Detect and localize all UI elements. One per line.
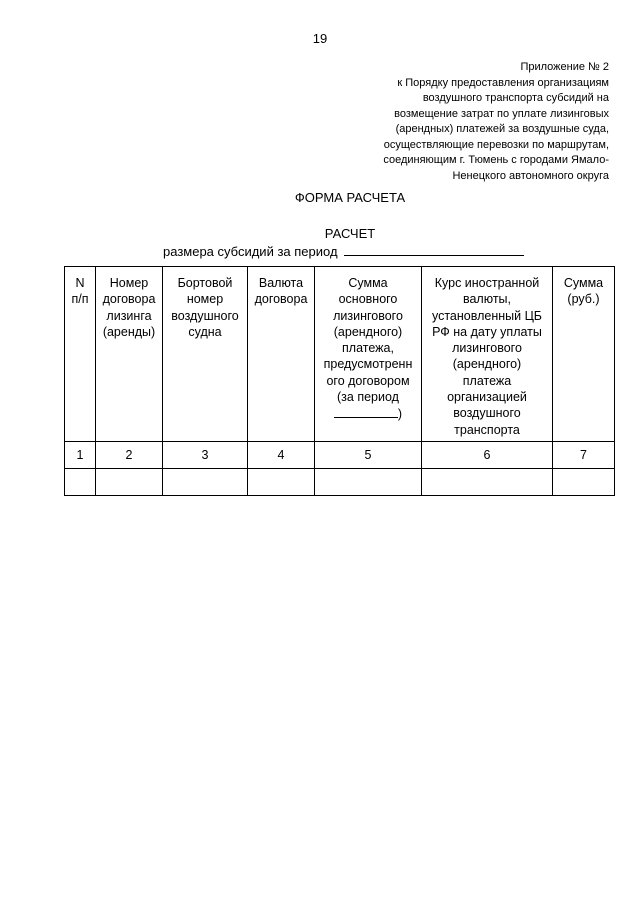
empty-data-cell[interactable] (65, 468, 96, 495)
header-cell-payment-amount: Сумма основного лизингового (арендного) платежа, предусмотренн ого договором (за период ) (315, 267, 422, 442)
empty-data-row (65, 468, 615, 495)
column-number-cell: 3 (163, 441, 248, 468)
column-number-row (65, 441, 615, 468)
period-blank-line (334, 405, 398, 418)
column-number-cell: 2 (96, 441, 163, 468)
column-number-cell: 7 (553, 441, 615, 468)
column-number-cell: 4 (248, 441, 315, 468)
empty-data-cell[interactable] (96, 468, 163, 495)
header-cell-amount-rub: Сумма (руб.) (553, 267, 615, 442)
empty-data-cell[interactable] (422, 468, 553, 495)
form-title: ФОРМА РАСЧЕТА (294, 190, 406, 205)
appendix-line: соединяющим г. Тюмень с городами Ямало- (383, 154, 609, 166)
empty-data-cell[interactable] (163, 468, 248, 495)
appendix-line: Ненецкого автономного округа (452, 169, 609, 182)
empty-data-cell[interactable] (248, 468, 315, 495)
header-cell-row-number: N п/п (65, 267, 96, 442)
appendix-line: к Порядку предоставления организациям (397, 76, 609, 89)
header-cell-contract-currency: Валюта договора (248, 267, 315, 442)
appendix-line: возмещение затрат по уплате лизинговых (394, 107, 609, 120)
header-cell-board-number: Бортовой номер воздушного судна (163, 267, 248, 442)
empty-data-cell[interactable] (553, 468, 615, 495)
column-number-cell: 5 (315, 441, 422, 468)
column-number-cell: 6 (422, 441, 553, 468)
table-header-row (65, 267, 615, 442)
header-cell-contract-number: Номер договора лизинга (аренды) (96, 267, 163, 442)
appendix-line: Приложение № 2 (520, 61, 609, 73)
appendix-line: осуществляющие перевозки по маршрутам, (383, 138, 609, 151)
appendix-line: воздушного транспорта субсидий на (422, 92, 609, 104)
empty-data-cell[interactable] (315, 468, 422, 495)
period-blank-line (344, 242, 524, 256)
column-number-cell: 1 (65, 441, 96, 468)
calc-title: РАСЧЕТ (324, 226, 376, 241)
appendix-note (309, 60, 609, 184)
calculation-table (64, 266, 615, 496)
appendix-line: (арендных) платежей за воздушные суда, (395, 123, 609, 135)
calc-subtitle (163, 242, 524, 259)
header-cell-exchange-rate: Курс иностранной валюты, установленный ЦБ РФ на дату уплаты лизингового (арендного) платежа организацией воздушного транспорта (422, 267, 553, 442)
page-number: 19 (312, 31, 328, 46)
calc-subtitle-text: размера субсидий за период (163, 244, 338, 259)
